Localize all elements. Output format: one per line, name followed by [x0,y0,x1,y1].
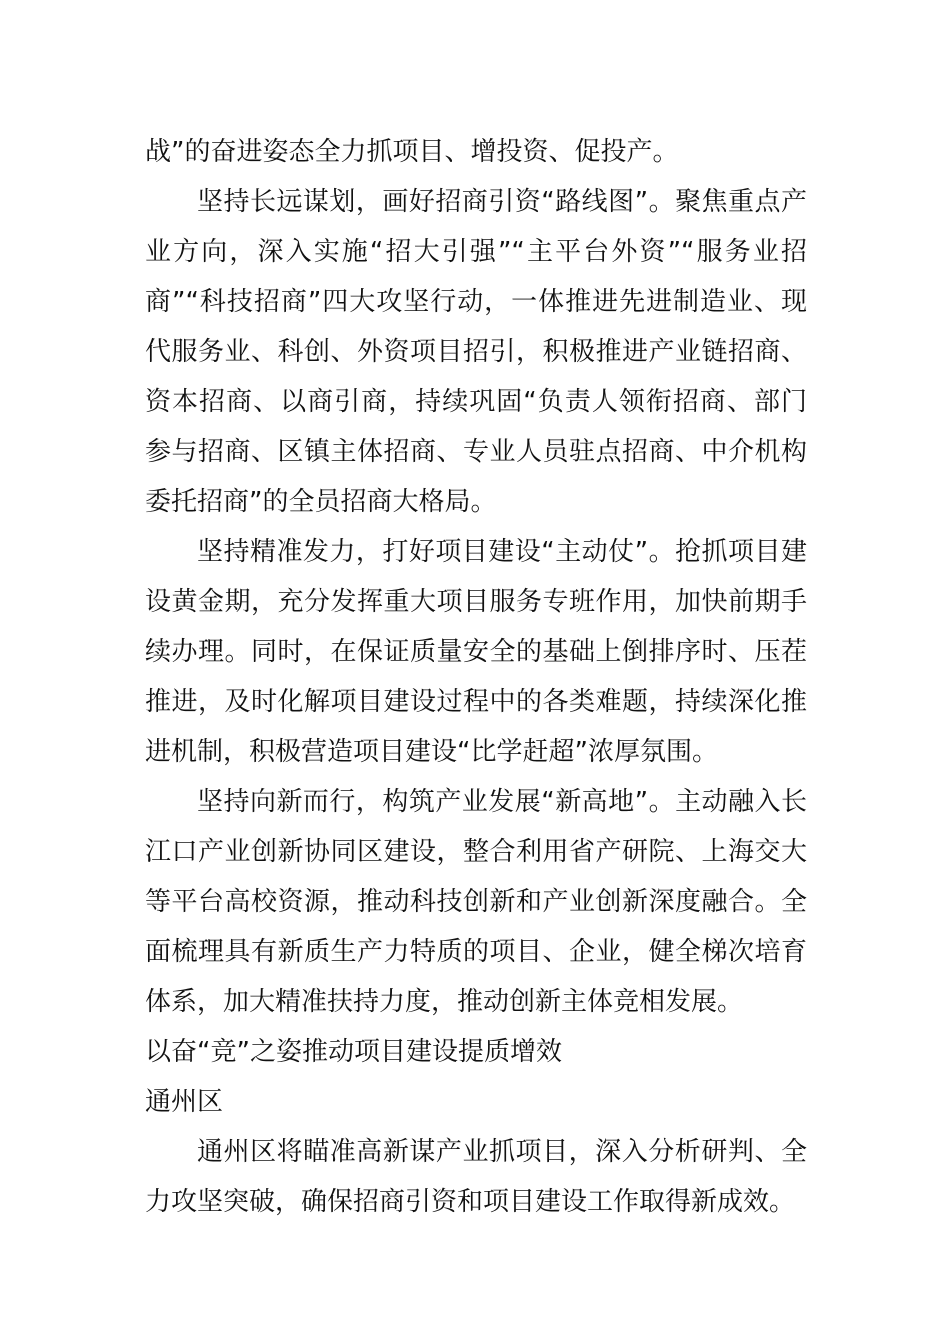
paragraph-industry-innovation: 坚持向新而行，构筑产业发展“新高地”。主动融入长江口产业创新协同区建设，整合利用省产研院、上海交大等平台高校资源，推动科技创新和产业创新深度融合。全面梳理具有新质生产力特质的项目、企业，健全梯次培育体系，加大精准扶持力度，推动创新主体竞相发展。 [145,787,807,1017]
paragraph-investment-planning: 坚持长远谋划，画好招商引资“路线图”。聚焦重点产业方向，深入实施“招大引强”“主平台外资”“服务业招商”“科技招商”四大攻坚行动，一体推进先进制造业、现代服务业、科创、外资项目招引，积极推进产业链招商、资本招商、以商引商，持续巩固“负责人领衔招商、部门参与招商、区镇主体招商、专业人员驻点招商、中介机构委托招商”的全员招商大格局。 [145,187,807,517]
paragraph-project-construction: 坚持精准发力，打好项目建设“主动仗”。抢抓项目建设黄金期，充分发挥重大项目服务专班作用，加快前期手续办理。同时，在保证质量安全的基础上倒排序时、压茬推进，及时化解项目建设过程中的各类难题，持续深化推进机制，积极营造项目建设“比学赶超”浓厚氛围。 [145,537,807,767]
paragraph-tongzhou: 通州区将瞄准高新谋产业抓项目，深入分析研判、全力攻坚突破，确保招商引资和项目建设工作取得新成效。 [145,1137,807,1217]
paragraph-continuation: 战”的奋进姿态全力抓项目、增投资、促投产。 [145,137,679,167]
section-title: 以奋“竞”之姿推动项目建设提质增效 [145,1037,562,1067]
section-subtitle: 通州区 [145,1087,224,1117]
document-body [145,127,807,1227]
